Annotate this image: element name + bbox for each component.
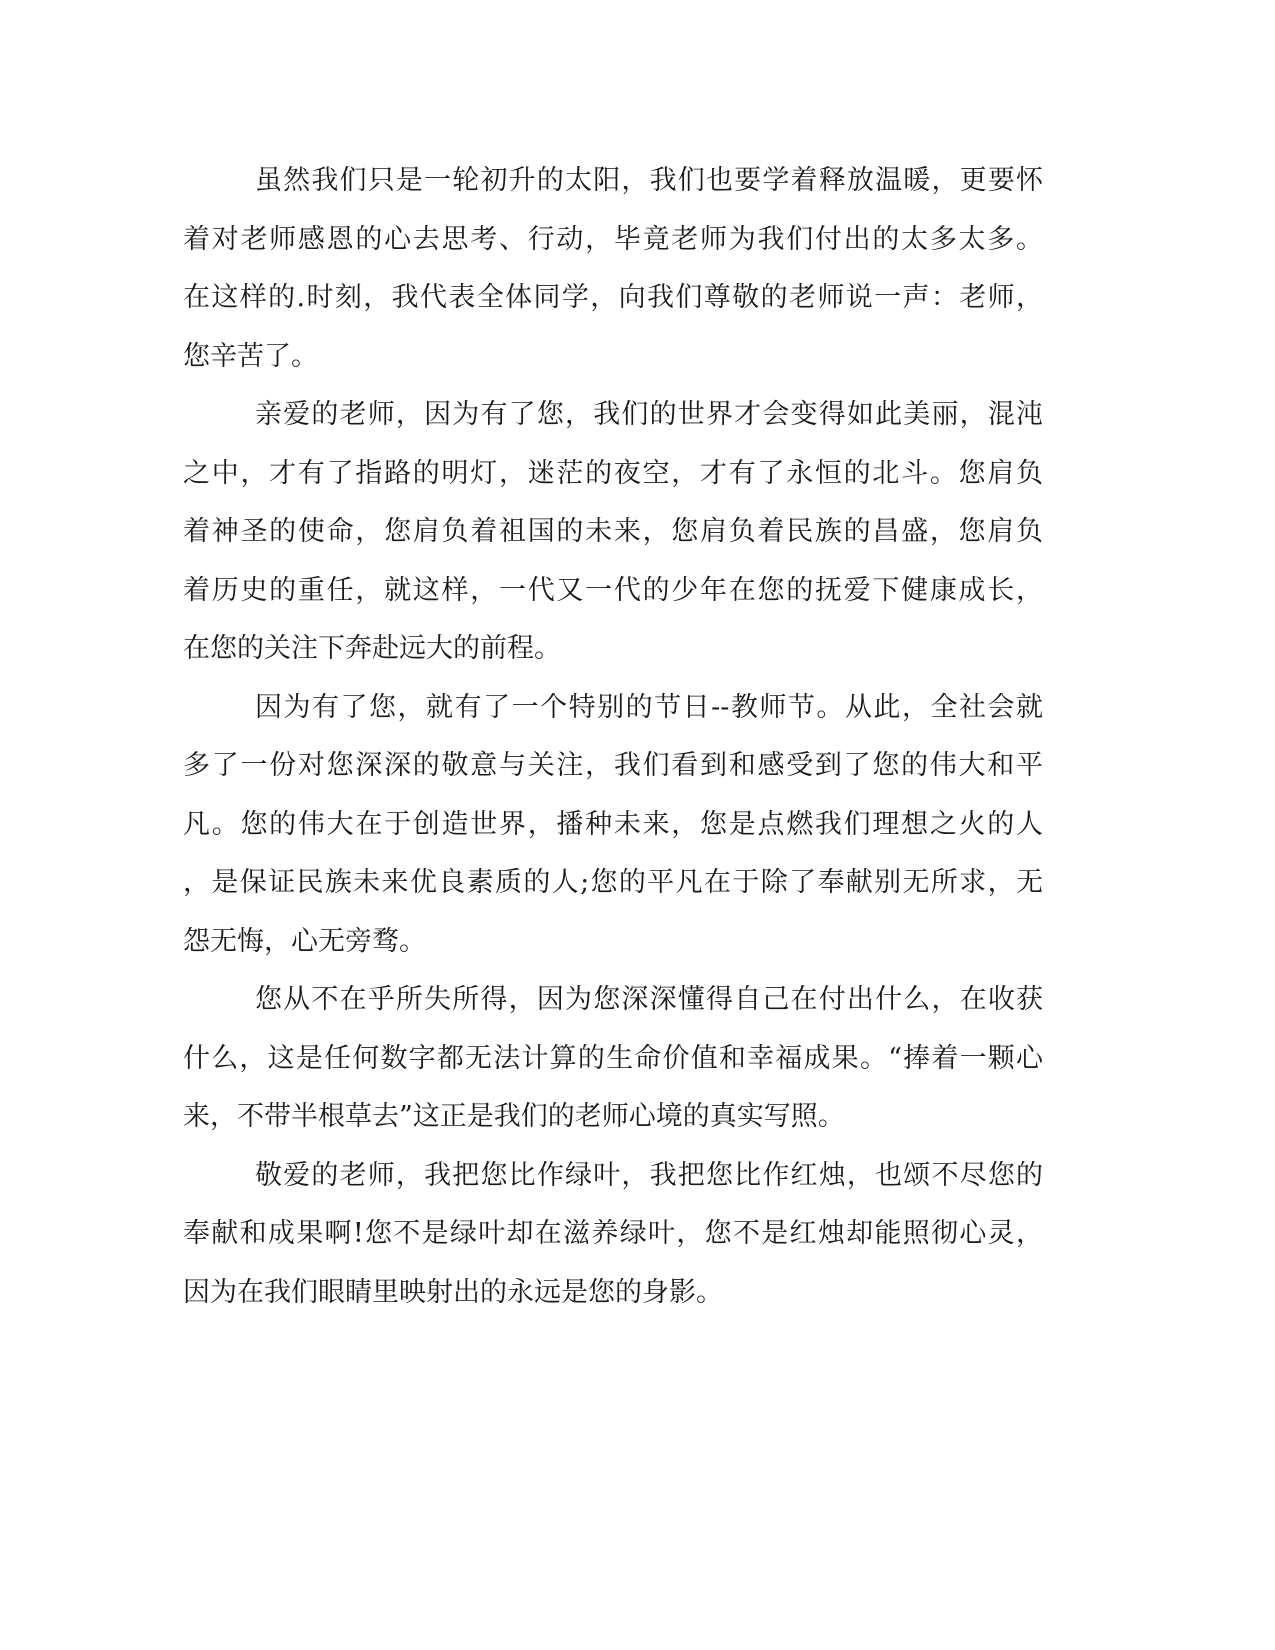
paragraph-2 <box>183 386 1043 679</box>
text-line: 奉献和成果啊!您不是绿叶却在滋养绿叶，您不是红烛却能照彻心灵， <box>183 1218 1043 1249</box>
text-line: 多了一份对您深深的敬意与关注，我们看到和感受到了您的伟大和平 <box>183 750 1043 781</box>
text-line: 着历史的重任，就这样，一代又一代的少年在您的抚爱下健康成长， <box>183 574 1043 606</box>
text-line: 怨无悔，心无旁骛。 <box>183 925 426 957</box>
paragraph-5 <box>183 1147 1043 1323</box>
text-line: 凡。您的伟大在于创造世界，播种未来，您是点燃我们理想之火的人 <box>183 808 1043 840</box>
body-text <box>183 152 1043 1322</box>
text-line: 敬爱的老师，我把您比作绿叶，我把您比作红烛，也颂不尽您的 <box>255 1159 1043 1191</box>
text-line: 在您的关注下奔赴远大的前程。 <box>183 633 561 664</box>
text-line: 您从不在乎所失所得，因为您深深懂得自己在付出什么，在收获 <box>255 984 1043 1015</box>
text-line: 虽然我们只是一轮初升的太阳，我们也要学着释放温暖，更要怀 <box>255 165 1043 196</box>
text-line: 什么，这是任何数字都无法计算的生命价值和幸福成果。“捧着一颗心 <box>183 1042 1043 1074</box>
text-line: 在这样的.时刻，我代表全体同学，向我们尊敬的老师说一声：老师， <box>183 282 1043 313</box>
text-line: 来，不带半根草去”这正是我们的老师心境的真实写照。 <box>183 1101 845 1132</box>
text-line: 之中，才有了指路的明灯，迷茫的夜空，才有了永恒的北斗。您肩负 <box>183 457 1043 489</box>
paragraph-4 <box>183 971 1043 1147</box>
paragraph-1 <box>183 152 1043 386</box>
text-line: 着神圣的使命，您肩负着祖国的未来，您肩负着民族的昌盛，您肩负 <box>183 516 1043 547</box>
paragraph-3 <box>183 679 1043 972</box>
text-line: 亲爱的老师，因为有了您，我们的世界才会变得如此美丽，混沌 <box>255 399 1043 430</box>
text-line: 着对老师感恩的心去思考、行动，毕竟老师为我们付出的太多太多。 <box>183 223 1043 255</box>
text-line: ，是保证民族未来优良素质的人;您的平凡在于除了奉献别无所求，无 <box>183 867 1043 898</box>
text-line: 您辛苦了。 <box>183 340 318 372</box>
text-line: 因为在我们眼睛里映射出的永远是您的身影。 <box>183 1276 723 1308</box>
text-line: 因为有了您，就有了一个特别的节日--教师节。从此，全社会就 <box>255 691 1043 723</box>
